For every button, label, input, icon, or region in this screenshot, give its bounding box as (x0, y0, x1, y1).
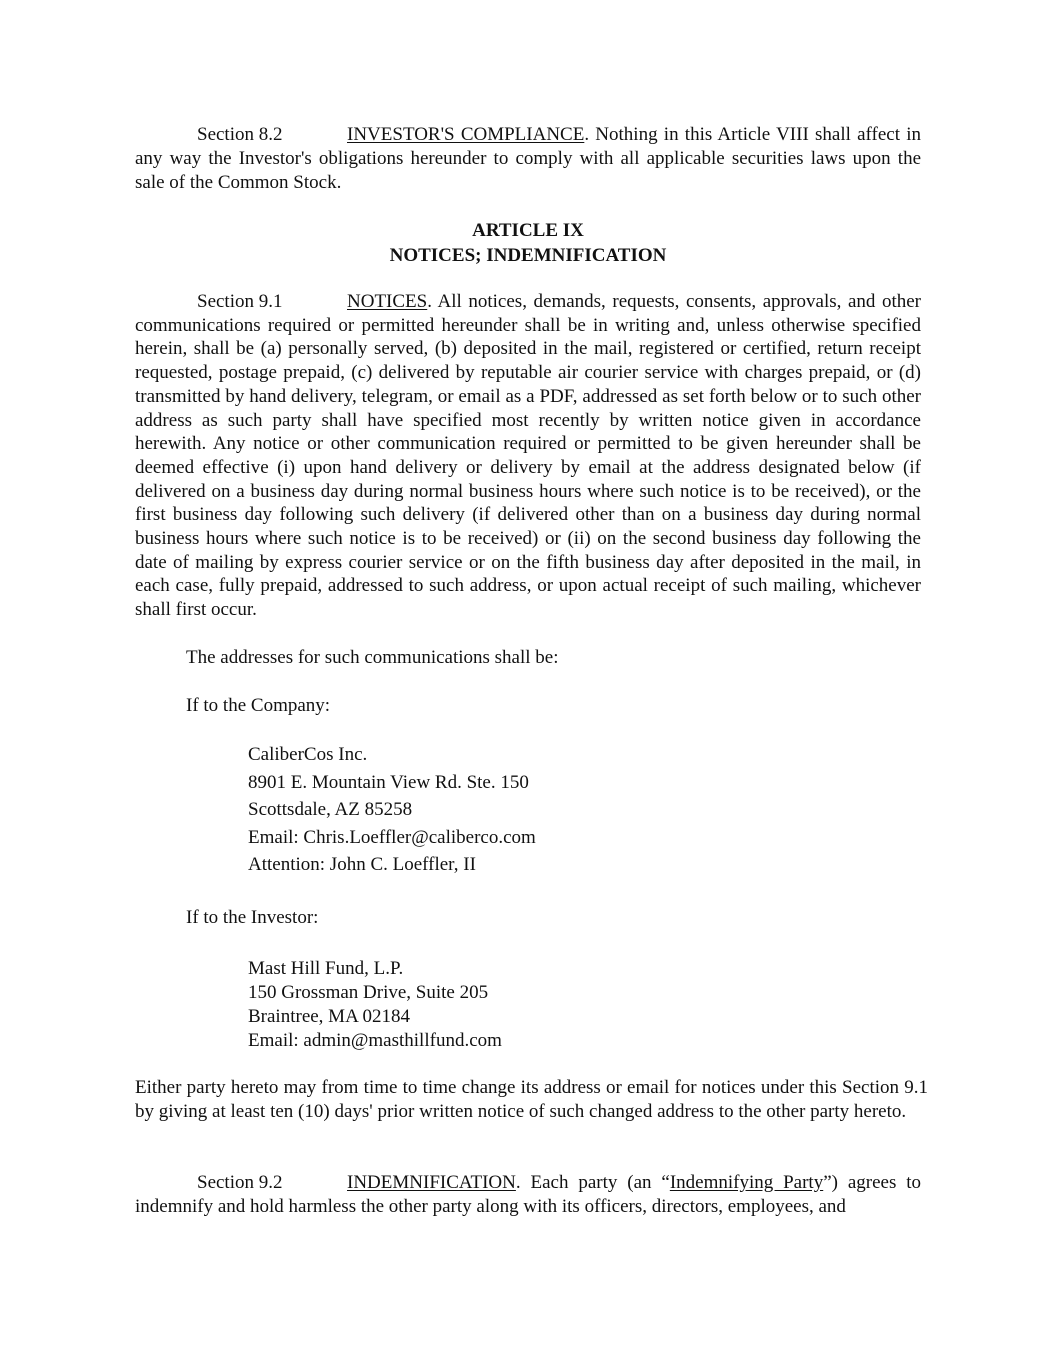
section-number: Section 9.2 (197, 1172, 283, 1193)
investor-email: Email: admin@masthillfund.com (248, 1030, 502, 1051)
section-9-1-paragraph (135, 290, 921, 622)
company-attention: Attention: John C. Loeffler, II (248, 854, 476, 875)
section-text-continued: ”) agrees to indemnify and hold harmless the other party along with its officers, directors, employees, and (135, 1172, 922, 1217)
company-name: CaliberCos Inc. (248, 744, 368, 765)
article-subtitle: NOTICES; INDEMNIFICATION (389, 245, 667, 266)
section-text: . Each party (an “ (515, 1172, 670, 1193)
investor-label: If to the Investor: (186, 907, 319, 928)
company-email: Email: Chris.Loeffler@caliberco.com (248, 826, 536, 848)
investor-address (248, 957, 502, 1053)
section-heading: INVESTOR'S COMPLIANCE (347, 124, 585, 145)
investor-street: 150 Grossman Drive, Suite 205 (248, 982, 489, 1003)
company-label: If to the Company: (186, 695, 331, 716)
defined-term: Indemnifying Party (669, 1172, 824, 1193)
section-8-2-paragraph (135, 123, 921, 195)
section-number: Section 9.1 (197, 291, 283, 312)
company-street: 8901 E. Mountain View Rd. Ste. 150 (248, 771, 529, 793)
section-text: . All notices, demands, requests, consents, approvals, and other communications required or permitted hereunder shall be in writing and, unless otherwise specified herein, shall be (a) personally served, (b) deposited in the mail, registered or certified, return receipt requested, postage prepaid, (c) delivered by reputable air courier service with charges prepaid, or (d) transmitted by hand delivery, telegram, or email as a PDF, addressed as set forth below or to such other address as such party shall have specified most recently by written notice given in accordance herewith. Any notice or other communication required or permitted to be given hereunder shall be deemed effective (i) upon hand delivery or delivery by email at the address designated below (if delivered on a business day during normal business hours where such notice is to be received), or the first business day following such delivery (if delivered other than on a business day during normal business hours where such notice is to be received) or (ii) on the second business day following the date of mailing by express courier service or on the fifth business day after deposited in the mail, in each case, fully prepaid, addressed to such address, or upon actual receipt of such mailing, whichever shall first occur. (135, 291, 921, 621)
investor-city: Braintree, MA 02184 (248, 1006, 411, 1027)
article-title: ARTICLE IX (472, 220, 584, 241)
investor-name: Mast Hill Fund, L.P. (248, 958, 404, 979)
addresses-intro: The addresses for such communications shall be: (186, 647, 559, 668)
section-heading: NOTICES (347, 291, 428, 312)
change-notice-paragraph: Either party hereto may from time to time change its address or email for notices under this Section 9.1 by giving at least ten (10) days' prior written notice of such changed address to the other party hereto. (135, 1077, 928, 1122)
company-city: Scottsdale, AZ 85258 (248, 799, 413, 820)
section-heading: INDEMNIFICATION (347, 1172, 516, 1193)
section-text: . Nothing in this Article VIII shall affect in any way the Investor's obligations hereunder to comply with all applicable securities laws upon the sale of the Common Stock. (135, 124, 921, 193)
section-9-2-paragraph (135, 1171, 921, 1219)
section-number: Section 8.2 (197, 124, 283, 145)
company-address (248, 741, 536, 879)
article-heading (135, 218, 921, 268)
